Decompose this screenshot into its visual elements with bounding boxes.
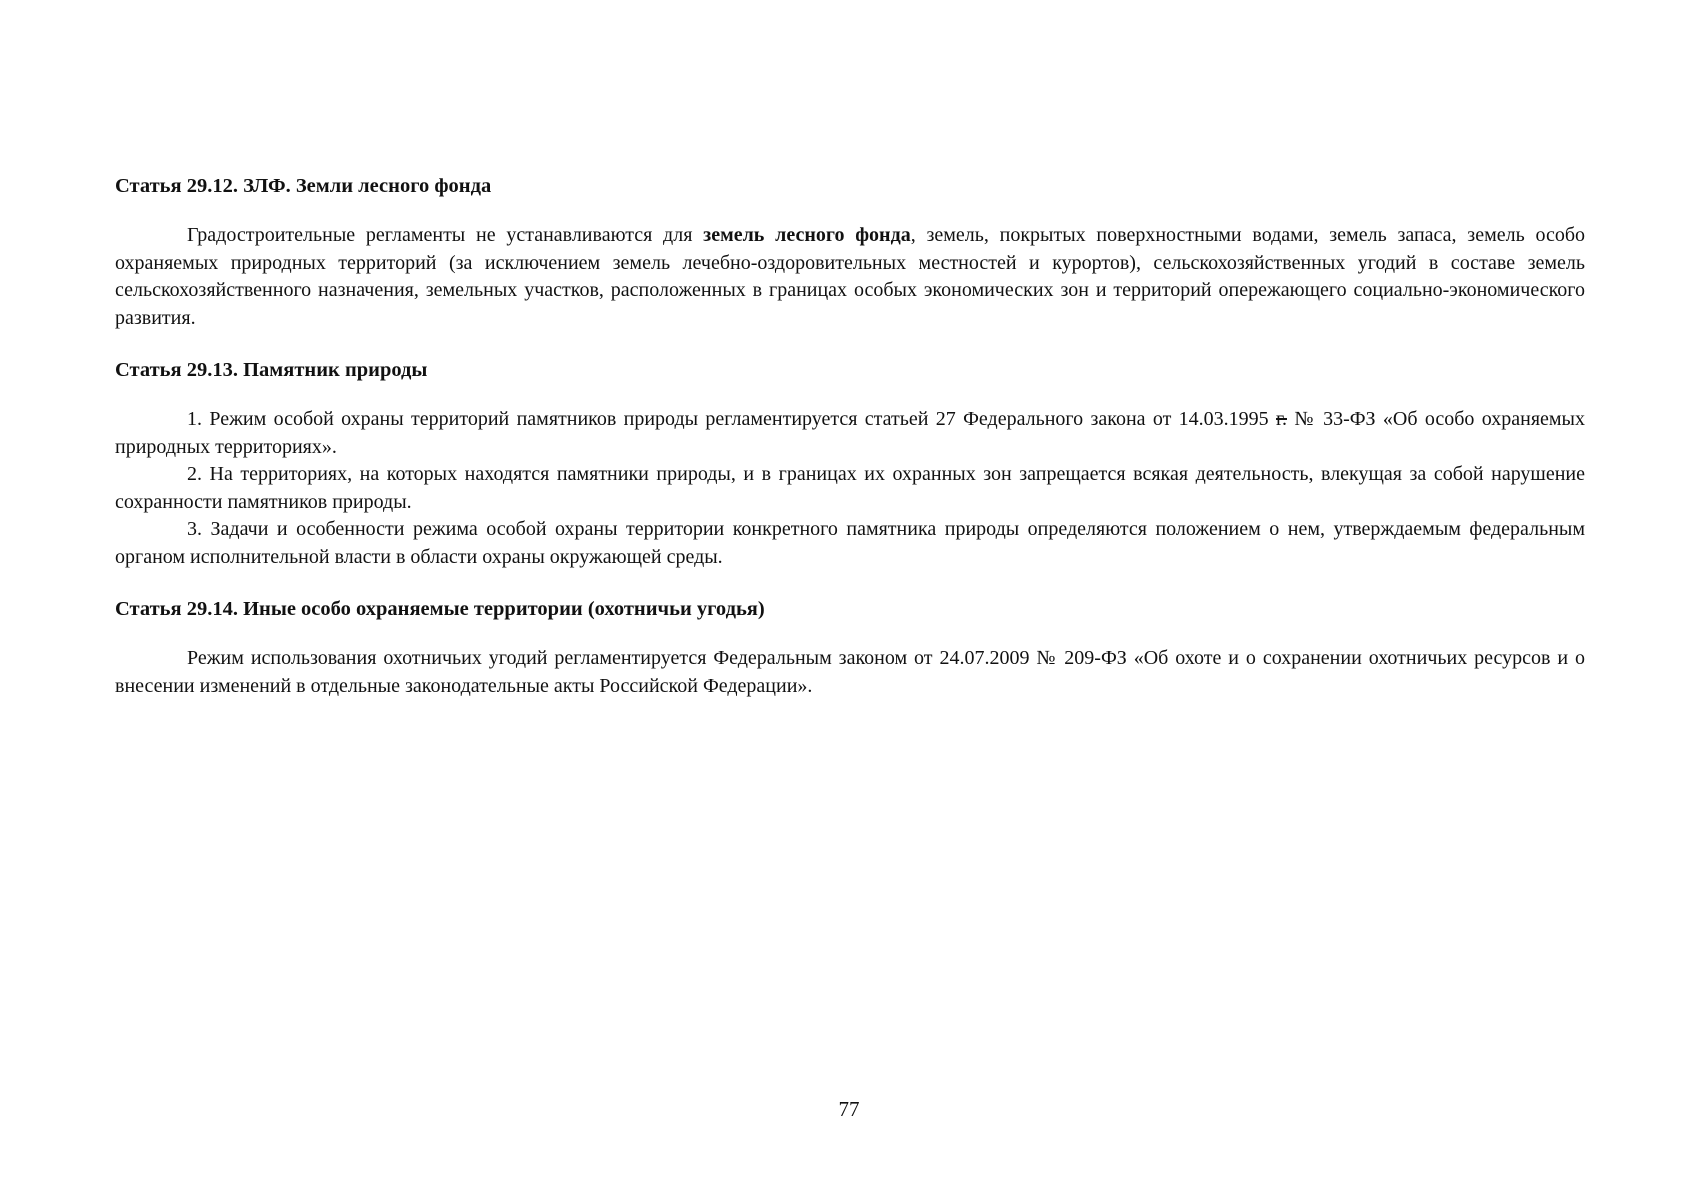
article-heading: Статья 29.14. Иные особо охраняемые территории (охотничьи угодья)	[115, 598, 765, 620]
article-paragraph	[115, 406, 1585, 461]
article-paragraph: 3. Задачи и особенности режима особой охраны территории конкретного памятника природы определяются положением о нем, утверждаемым федеральным органом исполнительной власти в области охраны окружающей среды.	[115, 518, 1585, 568]
article-29-14	[115, 595, 1585, 700]
article-29-13	[115, 356, 1585, 571]
paragraph-bold-term: земель лесного фонда	[703, 224, 911, 246]
struck-text: г.	[1276, 408, 1287, 430]
article-heading: Статья 29.12. ЗЛФ. Земли лесного фонда	[115, 175, 492, 197]
document-body	[115, 172, 1585, 700]
article-paragraph: Режим использования охотничьих угодий регламентируется Федеральным законом от 24.07.2009 № 209-ФЗ «Об охоте и о сохранении охотничьих ресурсов и о внесении изменений в отдельные законодательные акты Российской Федерации».	[115, 647, 1585, 697]
paragraph-text: № 33-ФЗ «Об особо охраняемых природных территориях».	[115, 408, 1585, 458]
paragraph-text: Градостроительные регламенты не устанавливаются для	[187, 224, 704, 246]
paragraph-text: , земель, покрытых поверхностными водами, земель запаса, земель особо охраняемых природных территорий (за исключением земель лечебно-оздоровительных местностей и курортов), сельскохозяйственных угодий в составе земель сельскохозяйственного назначения, земельных участков, расположенных в границах особых экономических зон и территорий опережающего социально-экономического развития.	[115, 224, 1586, 329]
article-heading: Статья 29.13. Памятник природы	[115, 359, 428, 381]
article-29-12	[115, 172, 1585, 332]
page-number: 77	[838, 1097, 860, 1121]
article-paragraph	[115, 222, 1585, 332]
article-paragraph: 2. На территориях, на которых находятся памятники природы, и в границах их охранных зон запрещается всякая деятельность, влекущая за собой нарушение сохранности памятников природы.	[115, 463, 1585, 513]
paragraph-text: 1. Режим особой охраны территорий памятников природы регламентируется статьей 27 Федерального закона от 14.03.1995	[187, 408, 1277, 430]
